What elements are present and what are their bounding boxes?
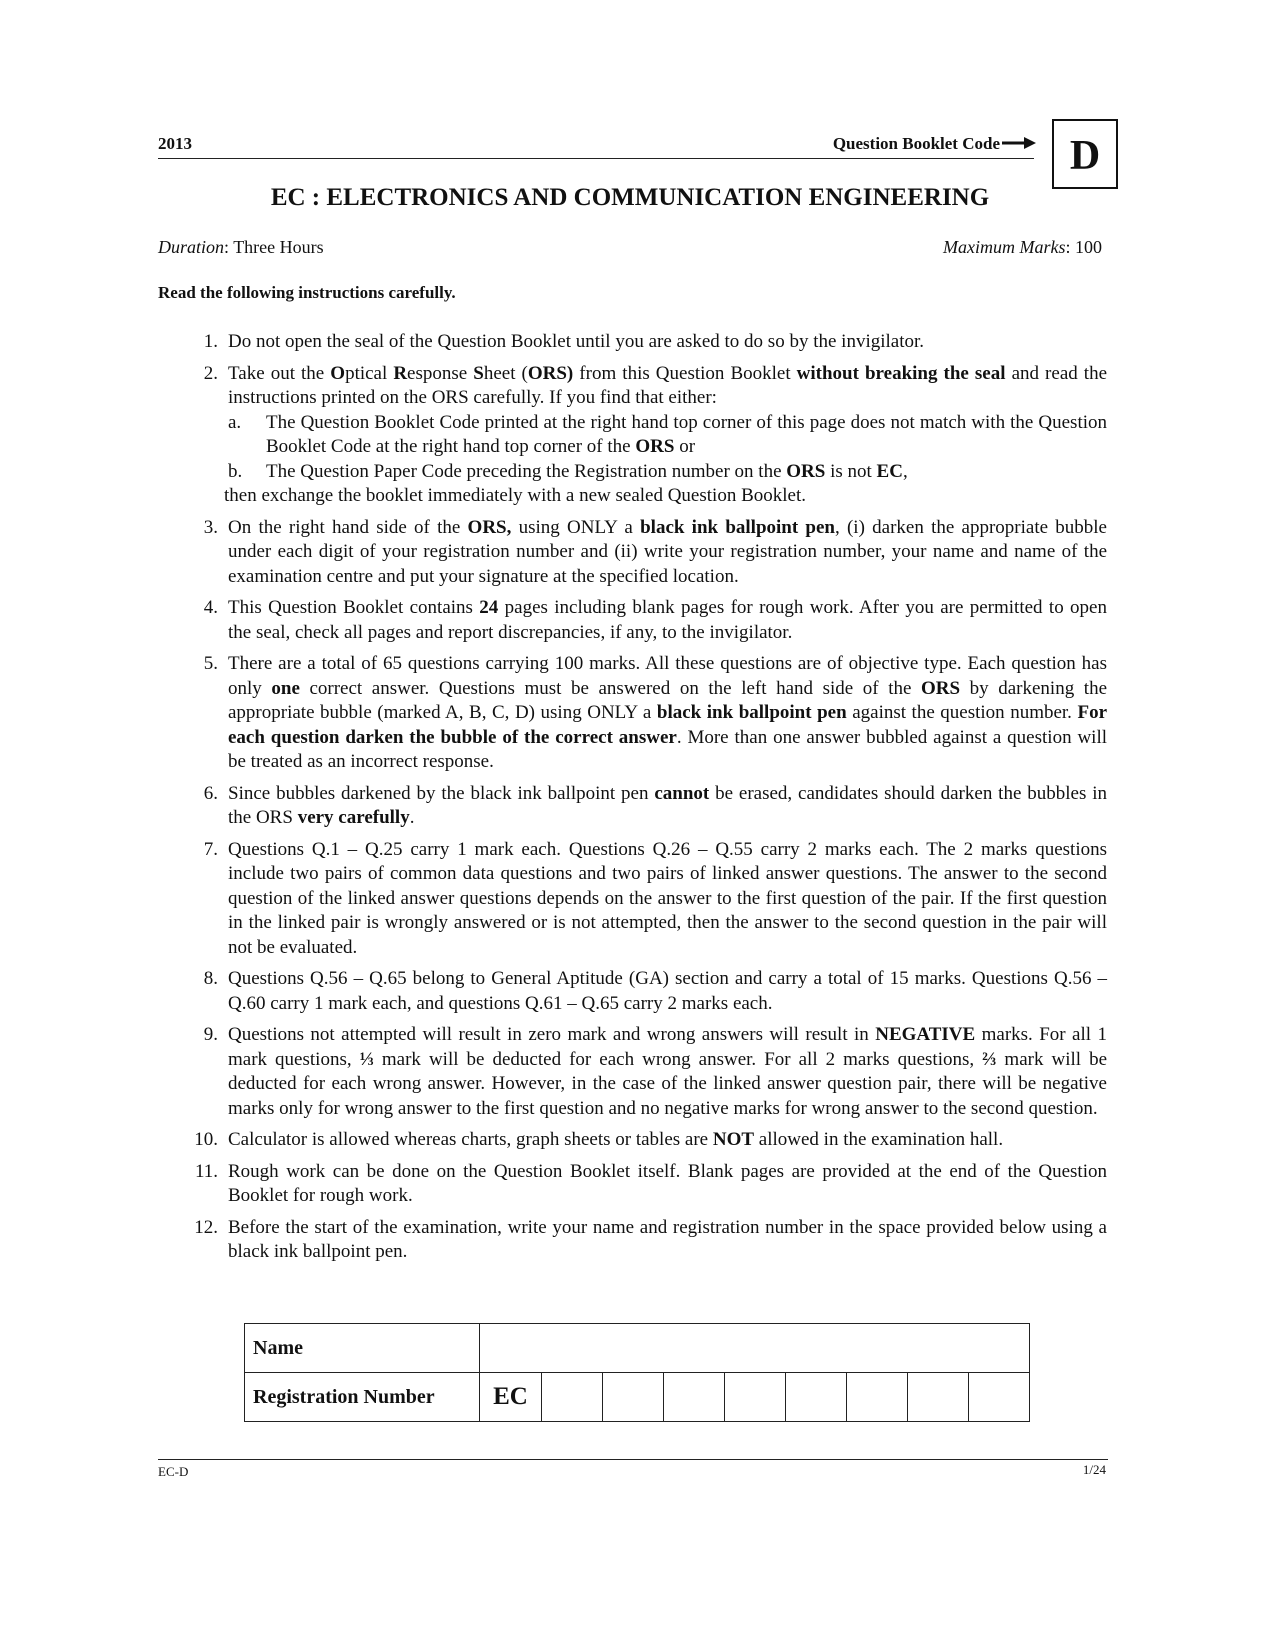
- header-rule: [158, 158, 1034, 159]
- instruction-number: 1.: [203, 331, 218, 352]
- instruction-item: [190, 782, 1107, 831]
- registration-digit-cell[interactable]: [847, 1373, 908, 1422]
- name-field[interactable]: [480, 1324, 1030, 1373]
- instruction-item: [190, 1216, 1107, 1265]
- instruction-number: 6.: [203, 782, 218, 804]
- instruction-number: 9.: [203, 1024, 218, 1045]
- instruction-number: 10.: [194, 1129, 218, 1150]
- instruction-item: [190, 1160, 1107, 1209]
- instruction-item: [190, 838, 1107, 961]
- year: 2013: [158, 134, 192, 153]
- instruction-item: [190, 652, 1107, 775]
- booklet-code-box: D: [1052, 119, 1118, 189]
- instruction-text: On the right hand side of the ORS, using ONLY a black ink ballpoint pen, (i) darken the appropriate bubble under each digit of your registration number and (ii) write your registration number, your name and name of the examination centre and put your signature at the specified location.: [228, 516, 1107, 587]
- name-row: [245, 1324, 1030, 1373]
- instruction-subitem: a. The Question Booklet Code printed at the right hand top corner of this page does not match with the Question Booklet Code at the right hand top corner of the ORS or: [228, 411, 1107, 457]
- instruction-text: Do not open the seal of the Question Booklet until you are asked to do so by the invigilator.: [228, 331, 925, 352]
- registration-digit-cell[interactable]: [603, 1373, 664, 1422]
- registration-digit-cell[interactable]: [786, 1373, 847, 1422]
- instruction-number: 2.: [203, 362, 218, 384]
- instructions-list: [190, 330, 1107, 1272]
- max-marks-value: : 100: [1065, 237, 1102, 257]
- registration-digit-cell[interactable]: [542, 1373, 603, 1422]
- max-marks-label: Maximum Marks: [943, 237, 1066, 257]
- instruction-number: 11.: [194, 1160, 218, 1182]
- instruction-text: This Question Booklet contains 24 pages including blank pages for rough work. After you are permitted to open the seal, check all pages and report discrepancies, if any, to the invigilator.: [228, 597, 1107, 643]
- page-number: 1/24: [1082, 1462, 1106, 1477]
- instruction-text: Rough work can be done on the Question Booklet itself. Blank pages are provided at the end of the Question Booklet for rough work.: [228, 1160, 1107, 1206]
- instruction-text: Before the start of the examination, write your name and registration number in the space provided below using a black ink ballpoint pen.: [228, 1216, 1107, 1262]
- paper-title: EC : ELECTRONICS AND COMMUNICATION ENGINEERING: [270, 184, 990, 211]
- instruction-text: Calculator is allowed whereas charts, graph sheets or tables are NOT allowed in the examination hall.: [228, 1129, 1004, 1150]
- duration: [158, 237, 324, 258]
- instruction-number: 8.: [203, 968, 218, 989]
- registration-label: Registration Number: [245, 1373, 480, 1422]
- instruction-item: [190, 967, 1107, 1016]
- duration-label: Duration: [158, 237, 225, 257]
- instructions-heading: Read the following instructions carefully.: [158, 283, 456, 302]
- instruction-continuation: then exchange the booklet immediately with a new sealed Question Booklet.: [224, 485, 806, 506]
- instruction-item: [190, 362, 1107, 509]
- instruction-text: Since bubbles darkened by the black ink ballpoint pen cannot be erased, candidates should darken the bubbles in the ORS very carefully.: [228, 782, 1108, 828]
- instruction-number: 7.: [203, 838, 218, 860]
- instruction-number: 5.: [203, 653, 218, 674]
- registration-digit-cell[interactable]: [725, 1373, 786, 1422]
- instruction-item: [190, 1128, 1107, 1153]
- instruction-text: Questions not attempted will result in zero mark and wrong answers will result in NEGATIVE marks. For all 1 mark questions, ⅓ mark will be deducted for each wrong answer. For all 2 marks questions, ⅔ mark will be deducted for each wrong answer. However, in the case of the linked answer question pair, there will be negative marks only for wrong answer to the first question and no negative marks for wrong answer to the second question.: [228, 1024, 1108, 1119]
- instruction-item: [190, 596, 1107, 645]
- registration-row: [245, 1373, 1030, 1422]
- instruction-text: Questions Q.56 – Q.65 belong to General Aptitude (GA) section and carry a total of 15 marks. Questions Q.56 – Q.60 carry 1 mark each, and questions Q.61 – Q.65 carry 2 marks each.: [228, 968, 1107, 1014]
- footer-rule: [158, 1459, 1108, 1460]
- instruction-text: Questions Q.1 – Q.25 carry 1 mark each. Questions Q.26 – Q.55 carry 2 marks each. The 2 marks questions include two pairs of common data questions and two pairs of linked answer questions. The answer to the second question of the linked answer questions depends on the answer to the first question of the pair. If the first question in the linked pair is wrongly answered or is not attempted, then the answer to the second question in the pair will not be evaluated.: [228, 838, 1107, 958]
- instruction-item: [190, 516, 1107, 590]
- instruction-number: 4.: [203, 597, 218, 618]
- registration-digit-cell[interactable]: [969, 1373, 1030, 1422]
- instruction-text: There are a total of 65 questions carrying 100 marks. All these questions are of objective type. Each question has only one correct answer. Questions must be answered on the left hand side of the ORS by darkening the appropriate bubble (marked A, B, C, D) using ONLY a black ink ballpoint pen against the question number. For each question darken the bubble of the correct answer. More than one answer bubbled against a question will be treated as an incorrect response.: [228, 653, 1108, 772]
- instruction-number: 3.: [203, 516, 218, 538]
- arrow-right-icon: [1002, 136, 1036, 150]
- registration-digit-cell[interactable]: [908, 1373, 969, 1422]
- name-label: Name: [245, 1324, 480, 1373]
- footer-code: EC-D: [158, 1464, 189, 1479]
- booklet-code-label: Question Booklet Code: [832, 134, 1000, 153]
- duration-value: : Three Hours: [224, 237, 324, 257]
- instruction-text: Take out the Optical Response Sheet (ORS) from this Question Booklet without breaking the seal and read the instructions printed on the ORS carefully. If you find that either: a. The Question Booklet Code printed at the right hand top corner of this page does not match with the Question Booklet Code at the right hand top corner of the ORS or b. The Question Paper Code preceding the Registration number on the ORS is not EC, then exchange the booklet immediately with a new sealed Question Booklet.: [228, 362, 1107, 509]
- instruction-item: [190, 1023, 1107, 1121]
- instruction-subitem: b. The Question Paper Code preceding the Registration number on the ORS is not EC,: [228, 460, 908, 482]
- maximum-marks: [800, 237, 1102, 258]
- instruction-item: [190, 330, 1107, 355]
- instruction-number: 12.: [194, 1216, 218, 1238]
- registration-prefix: EC: [480, 1373, 542, 1422]
- registration-form: [244, 1323, 1030, 1422]
- registration-digit-cell[interactable]: [664, 1373, 725, 1422]
